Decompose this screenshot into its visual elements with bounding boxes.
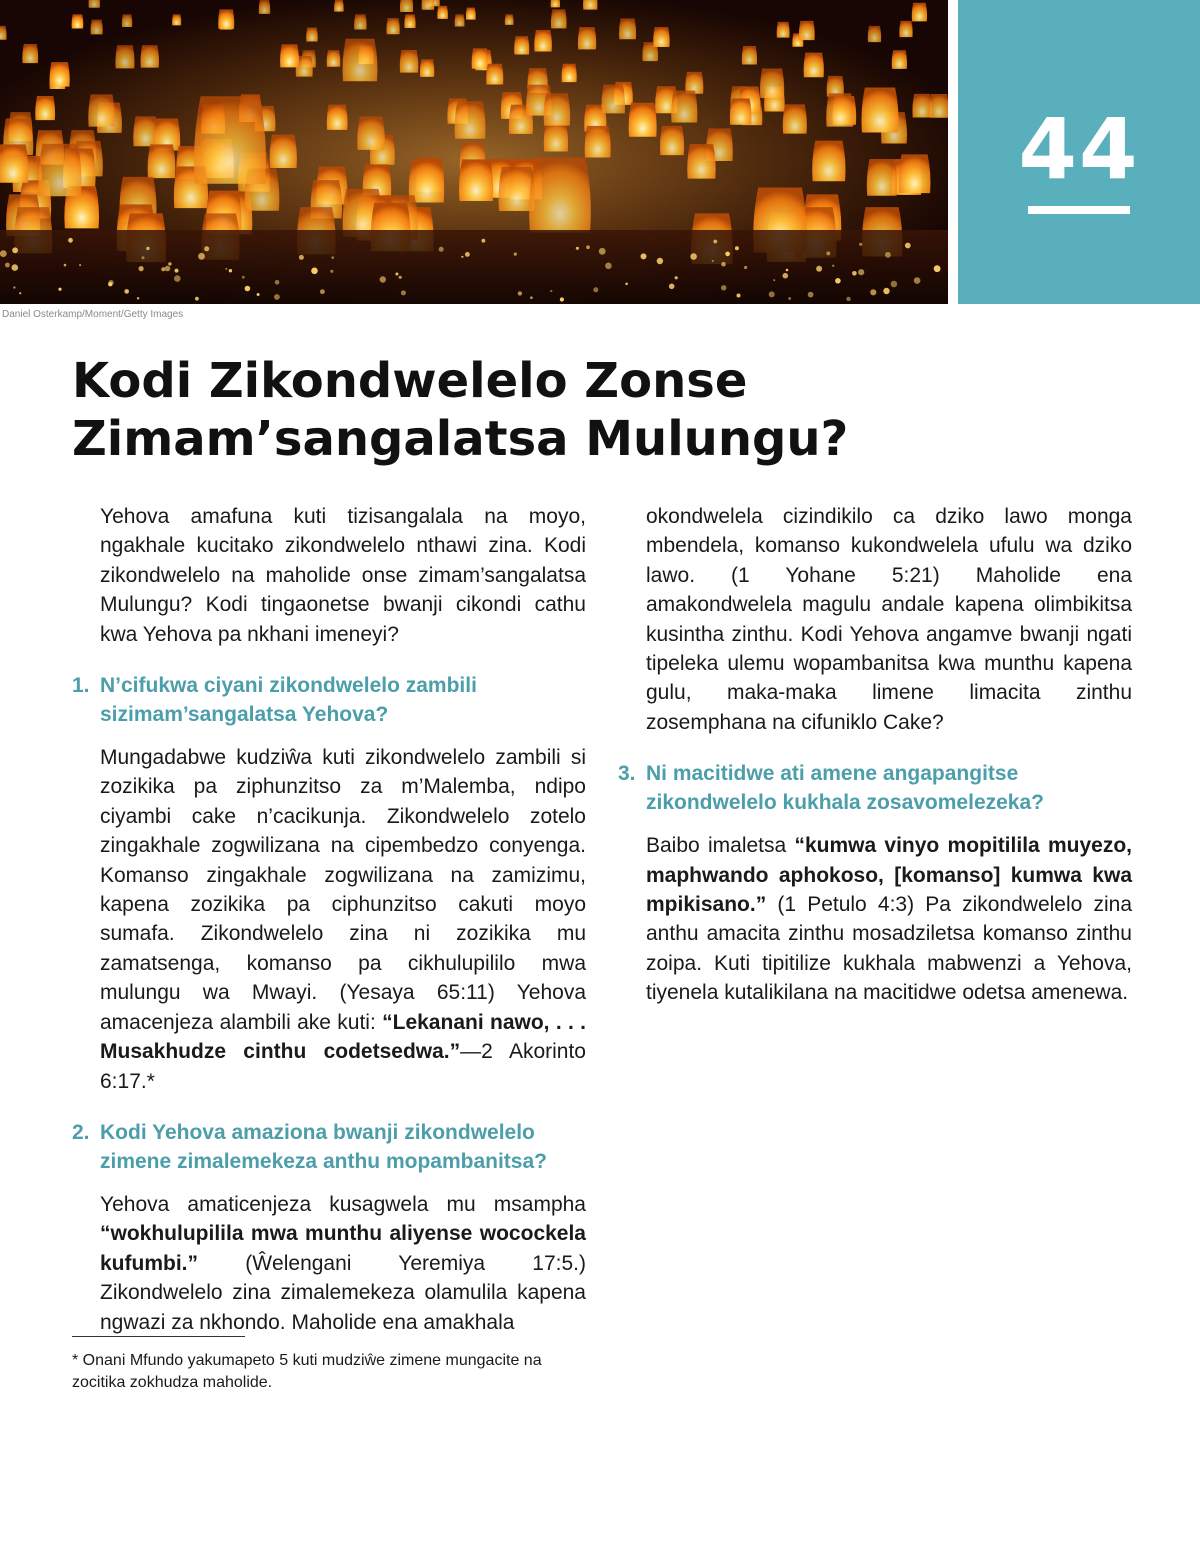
- lantern: [583, 0, 597, 10]
- lantern: [912, 3, 927, 22]
- lantern: [812, 141, 845, 182]
- crowd-light: [905, 243, 911, 249]
- crowd-light: [712, 260, 714, 262]
- question-2-paragraph: [100, 1190, 586, 1337]
- crowd-light: [852, 271, 857, 276]
- crowd-light: [175, 269, 179, 273]
- lantern: [0, 26, 7, 40]
- title-line-1: Kodi Zikondwelelo Zonse: [72, 353, 748, 409]
- crowd-light: [735, 246, 739, 250]
- intro-paragraph: Yehova amafuna kuti tizisangalala na moyo, ngakhale kucitako zikondwelelo nthawi zina. Kodi zikondwelelo na maholide onse zimam’sangalatsa Mulungu? Kodi tingaonetse bwanji cikondi cathu kwa Yehova pa nkhani imeneyi?: [100, 505, 586, 646]
- crowd-light: [725, 252, 730, 257]
- crowd-light: [786, 269, 789, 272]
- crowd-light: [139, 266, 144, 271]
- lesson-number-panel: [958, 0, 1200, 304]
- lantern: [400, 50, 419, 73]
- title-line-2: Zimam’sangalatsa Mulungu?: [72, 411, 849, 467]
- crowd-light: [816, 266, 822, 272]
- lantern: [459, 159, 493, 201]
- question-text: Ni macitidwe ati amene angapangitse zikondwelelo kukhala zosavomelezeka?: [646, 762, 1044, 815]
- crowd-light: [669, 284, 675, 290]
- crowd-light: [124, 289, 129, 294]
- crowd-light: [395, 273, 398, 276]
- crowd-light: [783, 273, 789, 279]
- lantern: [50, 62, 70, 86]
- left-column: [72, 502, 586, 1337]
- lantern: [929, 94, 948, 118]
- crowd-light: [675, 276, 678, 279]
- lantern: [89, 0, 100, 8]
- right-column: [618, 502, 1132, 1008]
- lantern: [270, 135, 297, 168]
- question-2-paragraph-continued: okondwelela cizindikilo ca dziko lawo monga mbendela, komanso kukondwelela ufulu wa dziko lawo. (1 Yohane 5:21) Maholide ena amakondwelela magulu andale kapena olimbikitsa kusintha zinthu. Kodi Yehova angamve bwanji ngati tipeleka ulemu wopambanitsa kwa munthu kapena gulu, maka-maka limene limacita zinthu zosemphana na cifuniklo Cake?: [646, 505, 1132, 734]
- lantern: [400, 0, 413, 12]
- question-text: Kodi Yehova amaziona bwanji zikondwelelo zimene zimalemekeza anthu mopambanitsa?: [100, 1120, 547, 1173]
- crowd-light: [885, 252, 891, 258]
- crowd-light: [380, 276, 386, 282]
- crowd-light: [168, 262, 171, 265]
- crowd-light: [560, 297, 564, 301]
- crowd-light: [257, 293, 260, 296]
- crowd-light: [64, 264, 67, 267]
- crowd-light: [142, 256, 145, 259]
- crowd-light: [275, 280, 280, 285]
- lantern: [172, 14, 181, 25]
- lantern: [629, 103, 657, 137]
- page-title: [72, 352, 972, 468]
- footnote-divider: [72, 1336, 245, 1337]
- lantern: [122, 14, 132, 27]
- lantern: [534, 30, 552, 51]
- lantern: [0, 144, 29, 182]
- lantern: [422, 0, 435, 10]
- crowd-light: [514, 253, 517, 256]
- lantern: [280, 44, 299, 67]
- crowd-light: [846, 297, 850, 301]
- paragraph-text: (Ŵelengani Yeremiya 17:5.) Zikondwelelo zina zimalemekeza olamulila kapena ngwazi za nkhondo. Maholide ena amakhala: [100, 1251, 586, 1334]
- lantern: [862, 88, 899, 133]
- crowd-light: [769, 291, 775, 297]
- crowd-light: [721, 285, 726, 290]
- lantern: [653, 27, 669, 47]
- crowd-light: [870, 289, 876, 295]
- lantern: [514, 36, 529, 54]
- crowd-light: [320, 289, 325, 294]
- crowd-light: [0, 250, 7, 257]
- lantern: [35, 96, 55, 120]
- crowd-light: [204, 246, 209, 251]
- lantern: [585, 126, 611, 158]
- lantern: [91, 20, 103, 35]
- crowd-light: [530, 296, 533, 299]
- lantern: [892, 50, 907, 69]
- crowd-light: [68, 238, 73, 243]
- crowd-light: [832, 265, 834, 267]
- lantern: [420, 59, 434, 76]
- crowd-light: [399, 276, 402, 279]
- crowd-light: [788, 297, 791, 300]
- lantern: [685, 72, 703, 94]
- lantern: [115, 45, 134, 68]
- lantern: [804, 53, 824, 78]
- question-2-heading: [72, 1118, 586, 1176]
- crowd-light: [599, 248, 606, 255]
- lantern: [777, 22, 790, 38]
- crowd-light: [461, 256, 463, 258]
- lantern: [486, 64, 503, 85]
- crowd-light: [690, 253, 697, 260]
- lantern: [343, 39, 378, 82]
- crowd-light: [401, 290, 406, 295]
- crowd-light: [439, 247, 444, 252]
- scripture-quote: “Lekanani nawo, . . . Musakhudze cinthu codetsedwa.”: [100, 1010, 586, 1064]
- crowd-light: [835, 278, 841, 284]
- lantern: [671, 91, 697, 123]
- crowd-light: [518, 291, 522, 295]
- crowd-light: [12, 247, 18, 253]
- crowd-light: [331, 256, 334, 259]
- lantern: [455, 14, 465, 26]
- paragraph-text: —2 Akorinto 6:17.*: [100, 1040, 586, 1093]
- crowd-light: [593, 287, 598, 292]
- lantern: [544, 93, 570, 125]
- crowd-light: [657, 258, 663, 264]
- question-1-paragraph: [100, 743, 586, 1096]
- lantern: [867, 159, 897, 196]
- crowd-light: [721, 262, 726, 267]
- lantern: [327, 105, 348, 130]
- crowd-light: [576, 247, 579, 250]
- lantern: [455, 101, 486, 139]
- question-3-heading: [618, 759, 1132, 817]
- lantern: [327, 50, 341, 67]
- crowd-light: [165, 266, 171, 272]
- scripture-quote: “wokhulupilila mwa munthu aliyense wocockela kufumbi.”: [100, 1222, 586, 1275]
- lantern: [551, 0, 560, 7]
- lantern: [88, 94, 115, 126]
- lantern: [141, 45, 159, 67]
- question-3-paragraph: [646, 831, 1132, 1007]
- lantern: [529, 158, 591, 233]
- crowd-light: [5, 263, 10, 268]
- crowd-light: [641, 253, 647, 259]
- lantern: [551, 9, 567, 28]
- crowd-light: [137, 297, 139, 299]
- crowd-light: [859, 243, 862, 246]
- crowd-light: [826, 252, 830, 256]
- lantern: [799, 21, 815, 40]
- crowd-light: [891, 281, 898, 288]
- crowd-light: [773, 279, 775, 281]
- lantern: [218, 9, 234, 29]
- lantern: [148, 144, 176, 178]
- crowd-light: [229, 269, 232, 272]
- lantern: [38, 144, 81, 197]
- question-number: 3.: [618, 762, 636, 786]
- lantern: [578, 27, 596, 49]
- lantern: [22, 44, 38, 63]
- lantern: [601, 85, 625, 114]
- crowd-light: [58, 288, 61, 291]
- crowd-light: [274, 294, 280, 300]
- question-number: 1.: [72, 674, 90, 698]
- lantern: [544, 122, 568, 152]
- crowd-light: [311, 268, 318, 275]
- crowd-light: [858, 269, 864, 275]
- paragraph-text: Baibo imaletsa: [646, 834, 795, 858]
- paragraph-text: Mungadabwe kudziŵa kuti zikondwelelo zambili si zozikika pa ziphunzitso za m’Malemba, ndipo ciyambi cake n’cacikunja. Zikondwelelo zotelo zingakhale zogwilizana na cipembedzo conyenga. Komanso zingakhale zogwilizana na zamizimu, kapena zozikika pa ciphunzitso cakuti moyo sumafa. Zikondwelelo zina ni zozikika mu zamatsenga, komanso pa cikhulupililo mwa mulungu wa Mwayi. (Yesaya 65:11) Yehova amacenjeza alambili ake kuti:: [100, 746, 586, 1034]
- crowd-light: [13, 286, 15, 288]
- photo-credit: Daniel Osterkamp/Moment/Getty Images: [2, 309, 184, 320]
- lantern: [742, 46, 757, 65]
- crowd-light: [174, 275, 181, 282]
- crowd-light: [605, 263, 612, 270]
- crowd-light: [225, 268, 227, 270]
- crowd-light: [625, 283, 628, 286]
- lantern: [357, 116, 384, 149]
- crowd-light: [299, 255, 304, 260]
- crowd-light: [713, 240, 717, 244]
- crowd-light: [161, 267, 165, 271]
- lantern: [472, 48, 489, 68]
- crowd-light: [242, 276, 245, 279]
- lantern: [259, 0, 270, 14]
- lantern: [437, 6, 448, 19]
- crowd-light: [550, 290, 552, 292]
- scripture-quote: “kumwa vinyo mopitilila muyezo, maphwando aphokoso, [komanso] kumwa kwa mpikisano.”: [646, 834, 1132, 917]
- crowd-light: [737, 294, 741, 298]
- lantern: [72, 14, 84, 28]
- lantern: [194, 96, 266, 184]
- lantern: [466, 8, 476, 20]
- crowd-light: [808, 292, 814, 298]
- crowd-light: [482, 239, 486, 243]
- lantern: [760, 69, 784, 98]
- crowd-light: [330, 270, 333, 273]
- lantern: [354, 14, 366, 29]
- lantern: [306, 28, 318, 42]
- lantern: [912, 94, 931, 118]
- lantern: [562, 64, 577, 82]
- crowd-light: [914, 277, 921, 284]
- lantern: [730, 98, 752, 124]
- crowd-light: [198, 253, 205, 260]
- crowd-light: [108, 282, 112, 286]
- crowd-light: [465, 252, 470, 257]
- lantern: [899, 21, 912, 37]
- question-number: 2.: [72, 1120, 90, 1144]
- lantern: [619, 19, 636, 40]
- crowd-light: [146, 247, 149, 250]
- crowd-light: [934, 265, 941, 272]
- lantern: [868, 26, 881, 42]
- crowd-light: [19, 292, 21, 294]
- crowd-light: [79, 264, 81, 266]
- crowd-light: [245, 286, 251, 292]
- lantern: [386, 18, 399, 34]
- lanterns-illustration: [0, 0, 948, 304]
- lantern: [505, 14, 514, 25]
- lantern: [899, 154, 931, 193]
- hero-photo: [0, 0, 948, 304]
- lantern: [826, 93, 853, 126]
- lantern: [334, 0, 344, 12]
- crowd-light: [195, 297, 199, 301]
- paragraph-text: (1 Petulo 4:3) Pa zikondwelelo zina anthu amacita zinthu mosadziletsa komanso zinthu zoipa. Kuti tipitilize kukhala mabwenzi a Yehova, tiyenela kutalikilana na macitidwe odetsa amenewa.: [646, 893, 1132, 1005]
- lantern: [687, 144, 715, 179]
- crowd-light: [883, 288, 889, 294]
- crowd-light: [586, 245, 590, 249]
- lantern: [404, 14, 415, 28]
- question-1-heading: [72, 671, 586, 729]
- paragraph-text: Yehova amaticenjeza kusagwela mu msampha: [100, 1192, 586, 1216]
- lesson-number: 44: [1018, 100, 1140, 198]
- crowd-light: [12, 264, 19, 271]
- lantern: [660, 126, 684, 155]
- footnote: * Onani Mfundo yakumapeto 5 kuti mudziŵe zimene mungacite na zocitika zokhudza maholide.: [72, 1352, 542, 1391]
- lantern: [783, 104, 807, 133]
- crowd-light: [744, 266, 747, 269]
- question-text: N’cifukwa ciyani zikondwelelo zambili sizimam’sangalatsa Yehova?: [100, 674, 477, 727]
- lesson-number-underline: [1028, 206, 1130, 214]
